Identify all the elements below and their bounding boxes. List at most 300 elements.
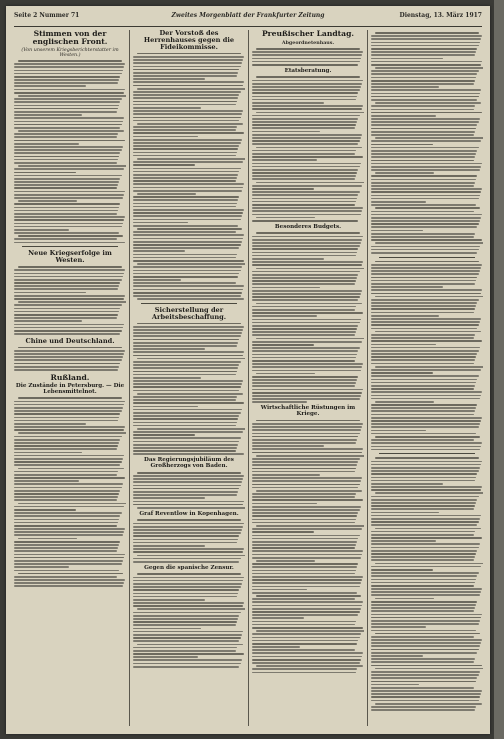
- text-line: [371, 556, 475, 558]
- text-line: [256, 76, 359, 78]
- text-line: [14, 282, 120, 284]
- text-line: [371, 449, 480, 451]
- text-line: [14, 73, 122, 75]
- article-arbeitsbeschaffung: [133, 323, 245, 455]
- text-line: [18, 432, 126, 434]
- text-line: [371, 356, 476, 358]
- text-line: [252, 452, 362, 454]
- text-line: [252, 506, 361, 508]
- text-line: [14, 82, 118, 84]
- text-line: [133, 206, 236, 208]
- text-line: [252, 601, 363, 603]
- text-line: [133, 542, 237, 544]
- headline-russia: Rußland.: [50, 372, 90, 382]
- text-line: [252, 255, 356, 257]
- text-line: [375, 102, 480, 104]
- headline-china: Chine und Deutschland.: [25, 336, 115, 345]
- text-line: [14, 490, 120, 492]
- article-continued-2: [371, 261, 483, 451]
- text-line: [14, 327, 123, 329]
- text-line: [371, 124, 477, 126]
- text-line: [14, 136, 117, 138]
- text-line: [14, 216, 125, 218]
- text-line: [256, 303, 361, 305]
- text-line: [14, 197, 123, 199]
- text-line: [371, 96, 479, 98]
- text-line: [252, 248, 358, 250]
- text-line: [14, 474, 117, 476]
- text-line: [371, 334, 475, 336]
- headline-reventlow: Graf Reventlow in Kopenhagen.: [139, 510, 239, 517]
- text-line: [14, 499, 117, 501]
- text-line: [14, 159, 118, 161]
- text-line: [371, 226, 477, 228]
- text-line: [14, 579, 125, 581]
- text-line: [14, 70, 123, 72]
- text-line: [133, 444, 238, 446]
- text-line: [371, 38, 481, 40]
- text-line: [133, 497, 205, 499]
- text-line: [14, 531, 124, 533]
- text-line: [133, 222, 188, 224]
- text-line: [371, 236, 474, 238]
- text-line: [371, 363, 474, 365]
- text-line: [252, 395, 361, 397]
- text-line: [14, 544, 119, 546]
- text-line: [375, 296, 483, 298]
- text-line: [371, 160, 474, 162]
- text-line: [14, 238, 117, 240]
- masthead-line: Zweites Morgenblatt der Frankfurter Zeitung: [171, 12, 325, 19]
- text-line: [371, 328, 477, 330]
- text-line: [371, 531, 475, 533]
- text-line: [14, 242, 125, 244]
- text-line: [371, 385, 475, 387]
- text-line: [137, 573, 240, 575]
- text-line: [371, 540, 436, 542]
- text-line: [14, 229, 69, 231]
- text-line: [371, 48, 477, 50]
- text-line: [375, 67, 483, 69]
- text-line: [14, 324, 124, 326]
- text-line: [133, 561, 239, 563]
- text-line: [252, 51, 363, 53]
- text-line: [252, 61, 360, 63]
- text-line: [14, 279, 122, 281]
- text-line: [14, 105, 119, 107]
- text-line: [371, 195, 480, 197]
- text-line: [133, 415, 239, 417]
- text-line: [133, 418, 238, 420]
- text-line: [133, 494, 237, 496]
- text-line: [371, 464, 481, 466]
- text-line: [14, 117, 124, 119]
- text-line: [371, 489, 481, 491]
- text-line: [371, 706, 476, 708]
- text-line: [133, 136, 198, 138]
- text-line: [133, 75, 237, 77]
- text-line: [14, 359, 122, 361]
- text-line: [252, 643, 357, 645]
- text-line: [133, 113, 242, 115]
- text-line: [252, 159, 317, 161]
- text-line: [133, 91, 241, 93]
- text-line: [252, 287, 320, 289]
- article-west-successes: [14, 266, 126, 335]
- text-line: [252, 83, 362, 85]
- text-line: [252, 331, 356, 333]
- text-line: [252, 576, 363, 578]
- text-line: [133, 586, 241, 588]
- text-line: [252, 672, 356, 674]
- text-line: [14, 417, 119, 419]
- text-line: [371, 337, 474, 339]
- text-line: [252, 659, 361, 661]
- text-line: [137, 358, 245, 360]
- text-line: [371, 572, 479, 574]
- text-line: [14, 455, 124, 457]
- text-line: [14, 79, 119, 81]
- text-line: [252, 198, 357, 200]
- text-line: [371, 652, 477, 654]
- text-line: [371, 591, 481, 593]
- text-line: [371, 534, 474, 536]
- text-line: [252, 392, 362, 394]
- text-line: [252, 448, 363, 450]
- text-line: [371, 99, 477, 101]
- text-line: [14, 101, 120, 103]
- text-line: [371, 610, 474, 612]
- text-line: [14, 226, 122, 228]
- text-line: [252, 598, 355, 600]
- text-line: [371, 188, 482, 190]
- text-line: [133, 628, 201, 630]
- text-line: [14, 363, 120, 365]
- text-line: [137, 393, 242, 395]
- text-line: [252, 163, 361, 165]
- text-line: [252, 172, 357, 174]
- text-line: [256, 48, 359, 50]
- text-line: [133, 335, 241, 337]
- text-line: [133, 266, 242, 268]
- text-line: [252, 150, 356, 152]
- subheadline-abgeordnetenhaus: Abgeordnetenhaus.: [281, 39, 335, 46]
- text-line: [371, 77, 476, 79]
- text-line: [18, 538, 76, 540]
- text-line: [252, 137, 361, 139]
- text-line: [371, 566, 481, 568]
- text-line: [252, 127, 355, 129]
- text-line: [371, 588, 482, 590]
- text-line: [371, 308, 475, 310]
- text-line: [133, 126, 237, 128]
- text-line: [252, 499, 363, 501]
- text-line: [371, 89, 481, 91]
- text-line: [256, 182, 364, 184]
- text-line: [252, 509, 360, 511]
- text-line: [137, 228, 241, 230]
- text-line: [252, 461, 358, 463]
- text-line: [371, 665, 482, 667]
- text-line: [252, 99, 356, 101]
- text-line: [252, 376, 358, 378]
- text-line: [371, 344, 436, 346]
- text-line: [133, 104, 236, 106]
- text-line: [371, 594, 480, 596]
- text-line: [252, 108, 362, 110]
- text-line: [371, 118, 480, 120]
- text-line: [252, 519, 356, 521]
- text-line: [256, 217, 314, 219]
- text-line: [137, 323, 240, 325]
- text-line: [252, 668, 357, 670]
- text-line: [371, 410, 475, 412]
- text-line: [133, 132, 244, 134]
- text-line: [375, 207, 479, 209]
- text-line: [375, 492, 483, 494]
- text-line: [252, 131, 320, 133]
- text-line: [252, 611, 360, 613]
- text-line: [371, 379, 477, 381]
- text-line: [371, 607, 475, 609]
- text-line: [252, 124, 356, 126]
- text-line: [371, 93, 480, 95]
- text-line: [371, 252, 477, 254]
- text-line: [252, 299, 358, 301]
- text-line: [133, 485, 241, 487]
- text-line: [371, 569, 433, 571]
- text-line: [371, 499, 477, 501]
- text-line: [371, 153, 476, 155]
- text-line: [252, 646, 300, 648]
- text-line: [133, 371, 237, 373]
- text-line: [375, 32, 478, 34]
- text-line: [252, 188, 314, 190]
- text-line: [371, 264, 482, 266]
- text-line: [252, 389, 363, 391]
- text-line: [14, 314, 118, 316]
- text-line: [375, 703, 481, 705]
- text-line: [14, 269, 125, 271]
- text-line: [252, 429, 361, 431]
- text-line: [14, 464, 120, 466]
- text-line: [14, 320, 82, 322]
- text-line: [371, 131, 475, 133]
- headline-west-successes: Neue Kriegserfolge im Westen.: [28, 249, 112, 265]
- text-line: [14, 528, 125, 530]
- text-line: [133, 656, 198, 658]
- text-line: [133, 72, 238, 74]
- article-spanish-censorship: [133, 573, 245, 667]
- text-line: [371, 382, 476, 384]
- text-line: [133, 453, 244, 455]
- text-line: [252, 662, 360, 664]
- text-line: [14, 133, 118, 135]
- text-line: [256, 525, 364, 527]
- text-line: [133, 551, 243, 553]
- text-line: [252, 535, 360, 537]
- text-line: [371, 315, 439, 317]
- text-line: [133, 273, 239, 275]
- text-line: [252, 541, 357, 543]
- text-line: [133, 152, 237, 154]
- text-line: [252, 118, 358, 120]
- text-line: [371, 191, 481, 193]
- text-line: [252, 296, 360, 298]
- text-line: [252, 105, 363, 107]
- text-line: [371, 512, 439, 514]
- text-line: [371, 42, 480, 44]
- text-line: [256, 147, 361, 149]
- text-line: [371, 115, 436, 117]
- text-line: [371, 220, 480, 222]
- text-line: [137, 193, 195, 195]
- text-line: [137, 555, 245, 557]
- text-line: [133, 78, 205, 80]
- text-line: [14, 108, 118, 110]
- text-line: [14, 570, 119, 572]
- text-line: [371, 414, 474, 416]
- text-line: [133, 101, 237, 103]
- text-line: [14, 156, 119, 158]
- text-line: [14, 534, 123, 536]
- text-line: [133, 161, 243, 163]
- text-line: [137, 644, 242, 646]
- page-header: [14, 12, 482, 24]
- text-line: [133, 332, 242, 334]
- text-line: [252, 80, 363, 82]
- text-line: [14, 563, 122, 565]
- text-line: [18, 397, 121, 399]
- text-line: [252, 357, 356, 359]
- text-line: [371, 404, 477, 406]
- text-line: [14, 219, 124, 221]
- text-line: [371, 470, 479, 472]
- text-line: [133, 270, 241, 272]
- text-line: [133, 244, 241, 246]
- text-line: [252, 624, 355, 626]
- text-line: [371, 521, 479, 523]
- text-line: [371, 486, 482, 488]
- text-line: [371, 547, 479, 549]
- text-line: [133, 663, 241, 665]
- article-china: [14, 347, 126, 371]
- text-line: [137, 158, 245, 160]
- text-line: [252, 423, 363, 425]
- text-line: [14, 89, 125, 91]
- text-line: [14, 184, 118, 186]
- page-number: Seite 2 Nummer 71: [14, 12, 80, 19]
- text-line: [252, 92, 358, 94]
- text-line: [252, 236, 363, 238]
- text-line: [252, 633, 361, 635]
- text-line: [371, 185, 474, 187]
- text-line: [133, 539, 238, 541]
- text-line: [133, 647, 237, 649]
- text-line: [133, 145, 239, 147]
- text-line: [133, 110, 243, 112]
- text-line: [371, 80, 475, 82]
- text-line: [133, 329, 243, 331]
- text-line: [371, 293, 481, 295]
- text-line: [371, 121, 479, 123]
- text-line: [371, 150, 477, 152]
- text-line: [14, 404, 124, 406]
- text-line: [252, 341, 362, 343]
- text-line: [252, 487, 358, 489]
- text-line: [256, 665, 362, 667]
- text-line: [133, 377, 201, 379]
- text-line: [18, 60, 121, 62]
- text-line: [133, 441, 239, 443]
- text-line: [14, 232, 119, 234]
- text-line: [252, 328, 357, 330]
- text-line: [371, 112, 482, 114]
- text-line: [252, 484, 360, 486]
- text-line: [252, 360, 355, 362]
- text-line: [14, 369, 118, 371]
- text-line: [14, 181, 119, 183]
- text-line: [371, 604, 476, 606]
- text-line: [371, 35, 482, 37]
- text-line: [133, 225, 238, 227]
- text-line: [252, 592, 357, 594]
- text-line: [14, 304, 122, 306]
- text-line: [371, 649, 479, 651]
- text-line: [371, 273, 479, 275]
- text-line: [133, 602, 244, 604]
- text-line: [14, 333, 120, 335]
- text-line: [252, 354, 357, 356]
- text-line: [14, 175, 122, 177]
- text-line: [371, 198, 479, 200]
- text-line: [18, 235, 122, 237]
- text-line: [252, 464, 357, 466]
- text-line: [371, 473, 477, 475]
- text-line: [252, 582, 361, 584]
- text-line: [133, 364, 239, 366]
- text-line: [14, 191, 125, 193]
- text-line: [14, 194, 124, 196]
- text-line: [133, 168, 241, 170]
- text-line: [133, 295, 241, 297]
- text-line: [133, 276, 238, 278]
- text-line: [133, 386, 241, 388]
- text-line: [18, 266, 121, 268]
- text-line: [252, 89, 360, 91]
- text-line: [252, 220, 358, 222]
- text-line: [133, 250, 185, 252]
- column-separator: [367, 30, 368, 726]
- text-line: [252, 207, 363, 209]
- text-line: [252, 493, 356, 495]
- text-line: [371, 280, 476, 282]
- text-line: [252, 153, 355, 155]
- text-line: [371, 407, 476, 409]
- text-line: [137, 428, 245, 430]
- text-line: [18, 347, 121, 349]
- text-line: [133, 374, 236, 376]
- text-line: [133, 190, 242, 192]
- text-line: [14, 452, 82, 454]
- text-line: [252, 258, 324, 260]
- text-line: [252, 528, 362, 530]
- text-line: [371, 86, 439, 88]
- text-line: [133, 177, 237, 179]
- text-line: [133, 155, 236, 157]
- text-line: [252, 143, 358, 145]
- text-line: [14, 63, 125, 65]
